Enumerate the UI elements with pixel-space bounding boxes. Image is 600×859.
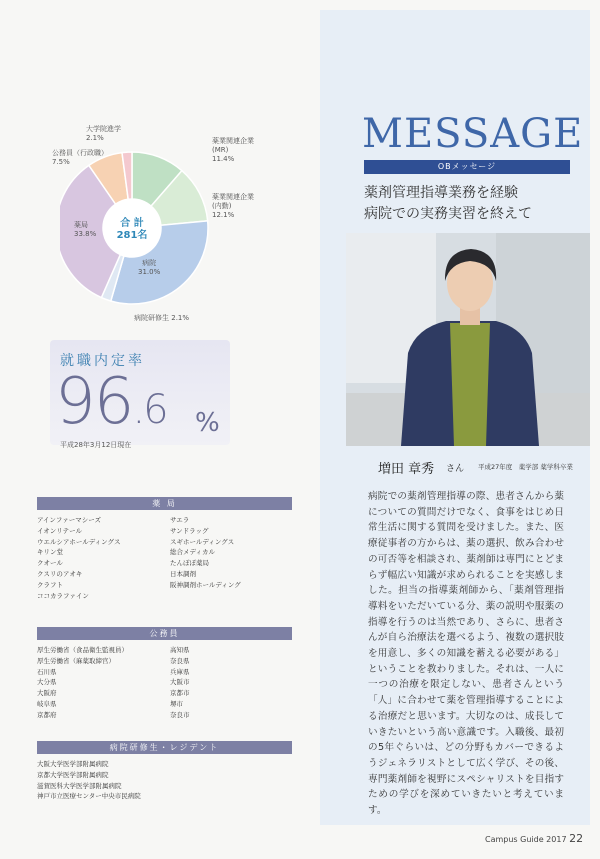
public-list-col1: 厚生労働省（食品衛生監視員） 厚生労働省（麻薬取締官） 石川県 大分県 大阪府 岐阜県 京都府	[37, 646, 128, 719]
public-list-col2: 高知県 奈良県 兵庫県 大阪市 京都市 堺市 奈良市	[170, 646, 190, 719]
message-body: 病院での薬剤管理指導の際、患者さんから薬についての質問だけでなく、食事をはじめ日常生活に関する質問を受けました。また、医療従事者の方からは、薬の選択、飲み合わせの可否等を相談され、薬剤師は専門にとどまらず幅広い知識が求められることを実感しました。担当の指導薬剤師から、「薬剤管理指導料をいただいている分、薬の説明や服薬の指導を行うのは当然であり、さらに、患者さんが自ら治療法を選べるよう、複数の選択肢を用意し、多くの知識を蓄える必要がある」ということを教わりました。それは、一人に一つの治療を限定しない、患者さんという「人」に合わせて薬を管理指導することによる治療だと思います。大切なのは、成長していきたいという高い意識です。入職後、最初の5年ぐらいは、どの分野もカバーできるようジェネラリストとして広く学び、その後、専門薬剤師を視野にスペシャリストを目指すための学びを深めていきたいと考えています。	[368, 491, 564, 817]
section-header-residents: 病院研修生・レジデント	[37, 741, 292, 754]
person-photo	[346, 233, 590, 446]
message-subtitle: OBメッセージ	[364, 160, 570, 174]
employment-rate-value: 96.6	[55, 365, 167, 439]
section-header-pharmacy: 薬 局	[37, 497, 292, 510]
person-honorific: さん	[446, 464, 465, 474]
pharmacy-list-col2: サエラ サンドラッグ スギホールディングス 総合メディカル たんぽぽ薬局 日本調剤 阪神調剤ホールディング	[170, 516, 241, 589]
message-title: MESSAGE	[362, 111, 584, 157]
pie-label-mr: 薬業関連企業 (MR) 11.4%	[212, 137, 254, 163]
pie-label-grad-school: 大学院進学 2.1%	[86, 125, 121, 142]
employment-rate-unit: %	[195, 408, 220, 438]
page-number: 22	[569, 832, 584, 845]
residents-list: 大阪大学医学部附属病院 京都大学医学部附属病院 滋賀医科大学医学部附属病院 神戸市立医療センター中央市民病院	[37, 760, 141, 801]
person-name: 増田 章秀	[378, 462, 435, 477]
page-footer	[485, 832, 583, 845]
pie-label-trainee: 病院研修生 2.1%	[134, 314, 190, 322]
person-illustration	[346, 233, 590, 446]
pie-label-internal: 薬業関連企業 (内勤) 12.1%	[212, 193, 254, 219]
section-header-public: 公務員	[37, 627, 292, 640]
pie-center-label: 合 計 281名	[116, 218, 148, 241]
pharmacy-list-col1: アインファーマシーズ イオンリテール ウエルシアホールディングス キリン堂 クオール クスリのアオキ クラフト ココカラファイン	[37, 516, 121, 600]
pie-label-public: 公務員（行政職） 7.5%	[52, 149, 108, 166]
employment-rate-date: 平成28年3月12日現在	[60, 441, 132, 449]
pie-label-hospital: 病院 31.0%	[138, 259, 161, 276]
pie-label-pharmacy: 薬局 33.8%	[74, 221, 97, 238]
person-meta: 平成27年度 薬学部 薬学科卒業	[478, 463, 573, 471]
footer-text: Campus Guide 2017	[485, 835, 567, 844]
employment-rate-title: 就職内定率	[60, 353, 145, 369]
message-headline: 薬剤管理指導業務を経験 病院での実務実習を終えて	[364, 185, 532, 222]
